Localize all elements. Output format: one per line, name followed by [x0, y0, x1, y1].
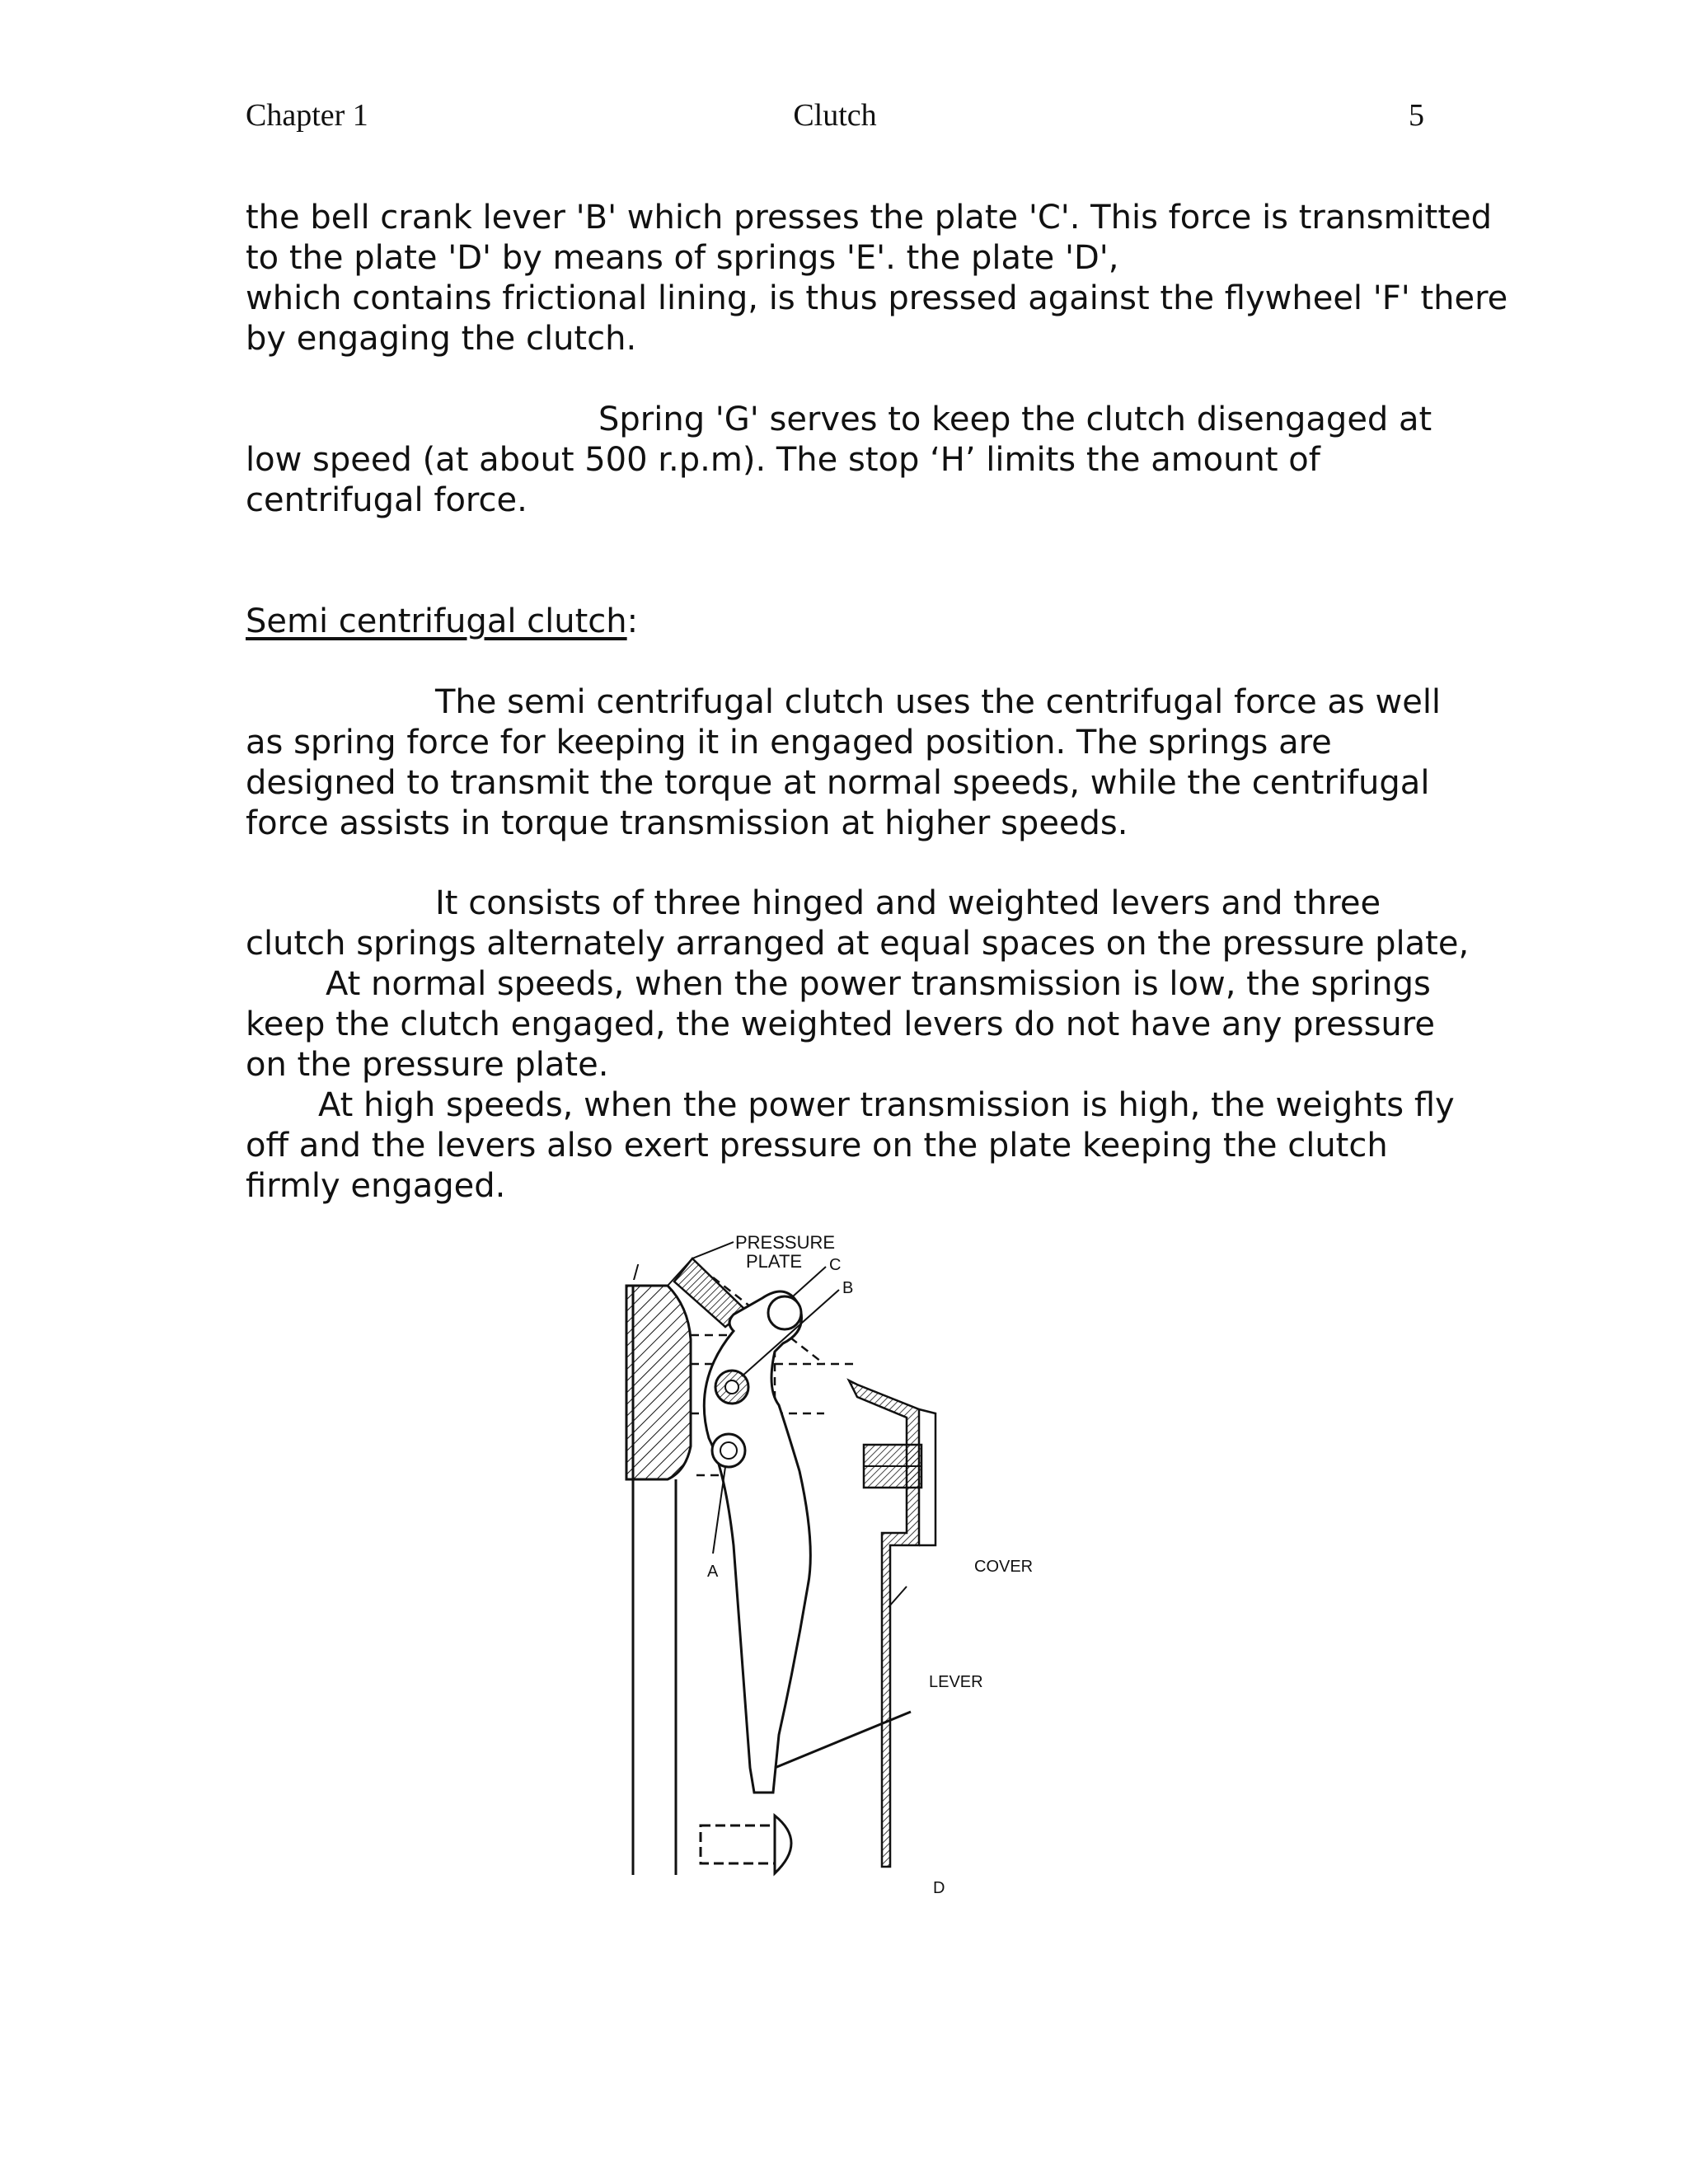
text-line: designed to transmit the torque at normal speeds, while the centrifugal [246, 764, 1430, 802]
flywheel-block [626, 1286, 691, 1479]
bottom-bolt [701, 1825, 775, 1863]
weighted-lever [704, 1291, 810, 1793]
paragraph-semi-centrifugal [246, 682, 1442, 844]
text-line: At normal speeds, when the power transmission is low, the springs [326, 965, 1431, 1003]
text-line: as spring force for keeping it in engaged position. The springs are [246, 724, 1332, 762]
text-line: keep the clutch engaged, the weighted levers do not have any pressure [246, 1005, 1435, 1043]
section-heading [246, 602, 1432, 642]
label-top-mark: / [633, 1260, 640, 1285]
paragraph-spring-g [246, 400, 1432, 521]
label-b: B [842, 1279, 854, 1297]
text-line: The semi centrifugal clutch uses the centrifugal force as well [435, 683, 1442, 721]
page-header [246, 97, 1424, 147]
text-line: It consists of three hinged and weighted levers and three [435, 884, 1381, 922]
text-line: by engaging the clutch. [246, 320, 637, 358]
text-line: on the pressure plate. [246, 1046, 609, 1084]
text-line: which contains frictional lining, is thus pressed against the flywheel 'F' there [246, 279, 1508, 317]
chapter-label: Chapter 1 [246, 98, 368, 133]
text-line: low speed (at about 500 r.p.m). The stop ‘H’ limits the amount of [246, 441, 1320, 479]
text-line: the bell crank lever 'B' which presses the plate 'C'. This force is transmitted [246, 199, 1493, 237]
label-cover: COVER [974, 1558, 1034, 1576]
pivot-c [768, 1296, 801, 1329]
label-lever: LEVER [929, 1673, 983, 1691]
label-plate: PLATE [746, 1251, 803, 1272]
text-line: centrifugal force. [246, 481, 528, 519]
label-bottom-mark: D [933, 1879, 945, 1897]
section-heading-colon: : [626, 602, 639, 640]
text-line: force assists in torque transmission at higher speeds. [246, 804, 1128, 842]
text-line: clutch springs alternately arranged at equal spaces on the pressure plate, [246, 925, 1470, 963]
text-line: Spring 'G' serves to keep the clutch disengaged at [598, 401, 1432, 438]
text-line: At high speeds, when the power transmission is high, the weights fly [318, 1086, 1455, 1124]
paragraph-levers [246, 883, 1470, 1207]
label-a: A [707, 1563, 719, 1581]
page-number: 5 [1409, 98, 1424, 133]
section-heading-text: Semi centrifugal clutch [246, 602, 627, 640]
label-c: C [829, 1256, 842, 1274]
running-title: Clutch [793, 98, 877, 133]
text-line: to the plate 'D' by means of springs 'E'. the plate 'D', [246, 239, 1119, 277]
paragraph-bell-crank [246, 198, 1508, 359]
clutch-diagram [610, 1199, 1071, 1900]
text-line: off and the levers also exert pressure on the plate keeping the clutch [246, 1127, 1388, 1165]
label-pressure: PRESSURE [735, 1232, 836, 1253]
text-line: firmly engaged. [246, 1167, 506, 1205]
clutch-diagram-svg [610, 1199, 1071, 1900]
